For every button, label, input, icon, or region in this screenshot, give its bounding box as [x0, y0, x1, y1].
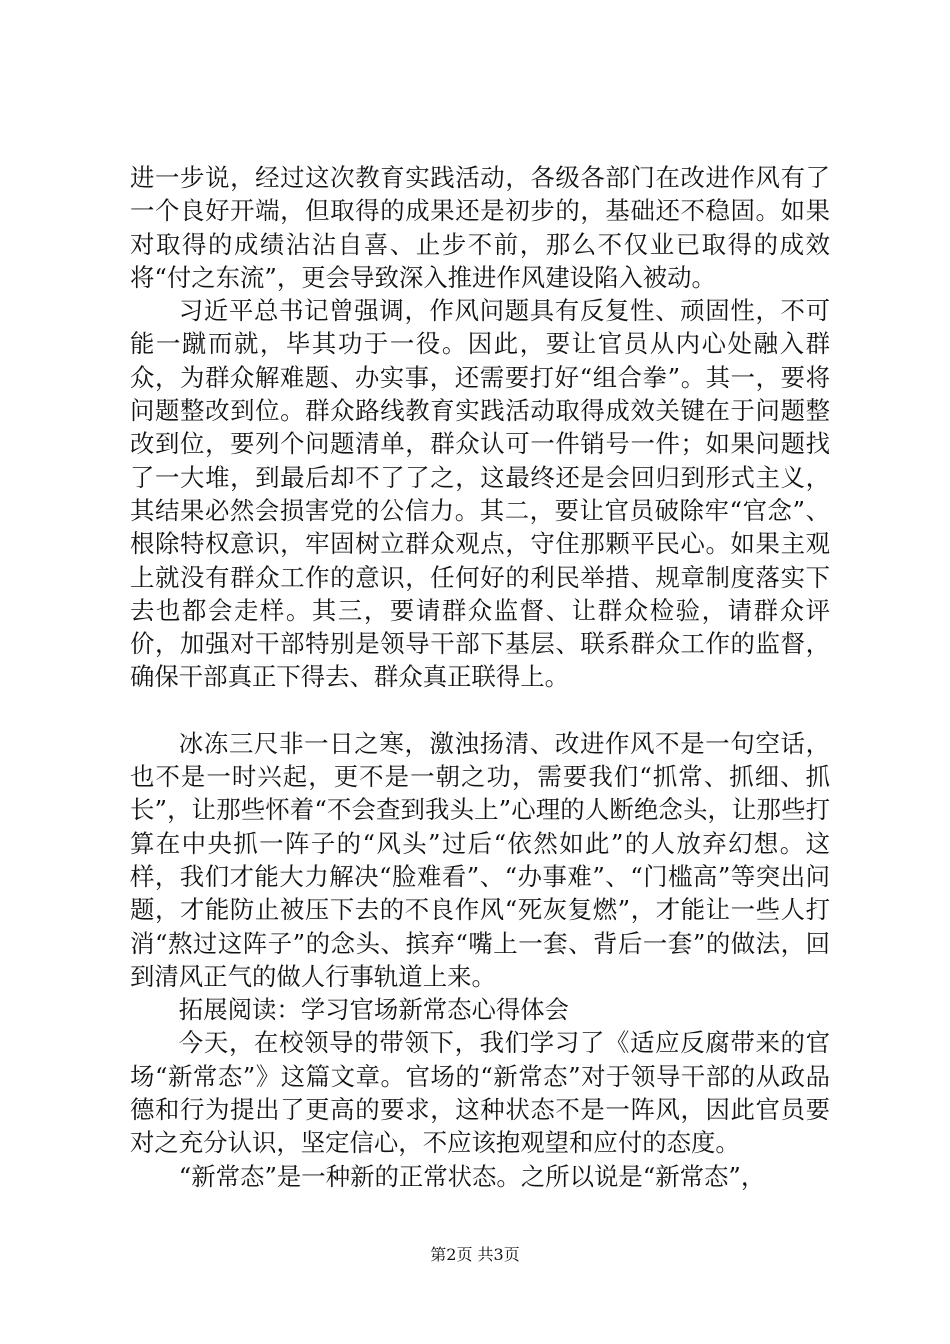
paragraph-xi-remarks: 习近平总书记曾强调，作风问题具有反复性、顽固性，不可能一蹴而就，毕其功于一役。因此，要让官员从内心处融入群众，为群众解难题、办实事，还需要打好“组合拳”。其一，要将问题整改到位。群众路线教育实践活动取得成效关键在于问题整改到位，要列个问题清单，群众认可一件销号一件；如果问题找了一大堆，到最后却不了了之，这最终还是会回归到形式主义，其结果必然会损害党的公信力。其二，要让官员破除牢“官念”、根除特权意识，牢固树立群众观点，守住那颗平民心。如果主观上就没有群众工作的意识，任何好的利民举措、规章制度落实下去也都会走样。其三，要请群众监督、让群众检验，请群众评价，加强对干部特别是领导干部下基层、联系群众工作的监督，确保干部真正下得去、群众真正联得上。: [130, 296, 830, 692]
document-body: [130, 161, 830, 1193]
page-number-footer: 第2页 共3页: [430, 1245, 520, 1264]
extended-reading-heading: 拓展阅读：学习官场新常态心得体会: [178, 995, 570, 1025]
paragraph-study-today: 今天，在校领导的带领下，我们学习了《适应反腐带来的官场“新常态”》这篇文章。官场的“新常态”对于领导干部的从政品德和行为提出了更高的要求，这种状态不是一阵风，因此官员要对之充分认识，坚定信心，不应该抱观望和应付的态度。: [130, 1028, 830, 1158]
paragraph-spacer: [130, 694, 830, 727]
paragraph-new-normal: “新常态”是一种新的正常状态。之所以说是“新常态”，: [178, 1161, 766, 1191]
paragraph-intro: 进一步说，经过这次教育实践活动，各级各部门在改进作风有了一个良好开端，但取得的成果还是初步的，基础还不稳固。如果对取得的成绩沾沾自喜、止步不前，那么不仅业已取得的成效将“付之东流”，更会导致深入推进作风建设陷入被动。: [130, 163, 830, 292]
paragraph-conclusion: 冰冻三尺非一日之寒，激浊扬清、改进作风不是一句空话，也不是一时兴起，更不是一朝之功，需要我们“抓常、抓细、抓长”，让那些怀着“不会查到我头上”心理的人断绝念头，让那些打算在中央抓一阵子的“风头”过后“依然如此”的人放弃幻想。这样，我们才能大力解决“脸难看”、“办事难”、“门槛高”等突出问题，才能防止被压下去的不良作风“死灰复燃”，才能让一些人打消“熬过这阵子”的念头、摈弃“嘴上一套、背后一套”的做法，回到清风正气的做人行事轨道上来。: [130, 728, 830, 991]
